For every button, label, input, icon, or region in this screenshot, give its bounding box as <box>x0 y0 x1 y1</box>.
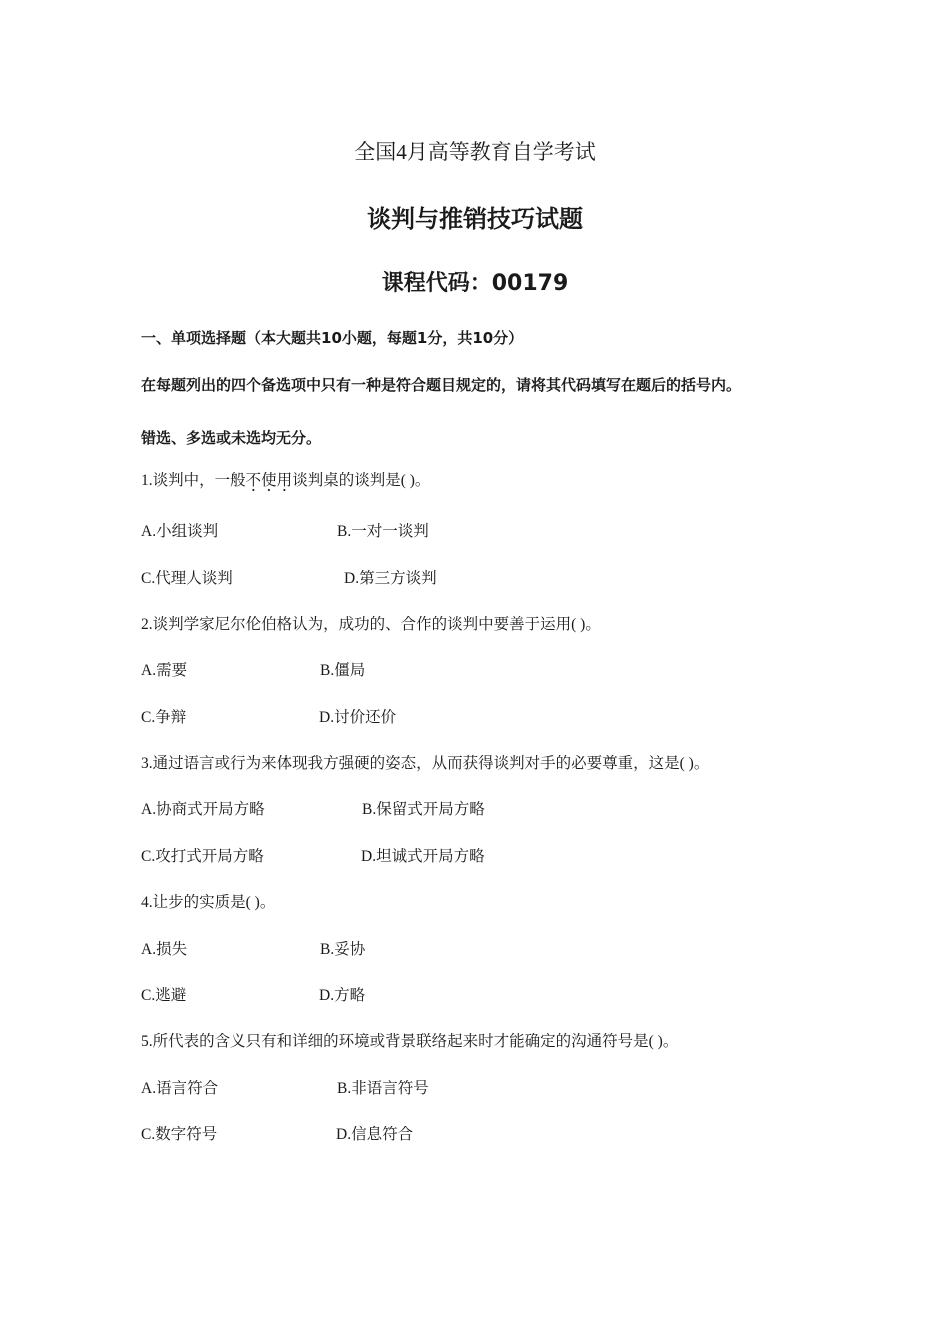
question-4-stem: 4.让步的实质是( )。 <box>141 894 276 911</box>
emphasis-char: 使 <box>261 472 277 489</box>
question-4-option-b: B.妥协 <box>320 941 366 958</box>
question-1-stem <box>141 473 430 489</box>
question-2-option-d: D.讨价还价 <box>319 709 397 726</box>
question-1-option-c: C.代理人谈判 <box>141 570 233 587</box>
question-1-option-d: D.第三方谈判 <box>344 570 437 587</box>
question-3-option-d: D.坦诚式开局方略 <box>361 848 485 865</box>
question-5-stem: 5.所代表的含义只有和详细的环境或背景联络起来时才能确定的沟通符号是( )。 <box>141 1033 679 1050</box>
question-3-option-b: B.保留式开局方略 <box>362 801 485 818</box>
emphasis-char: 用 <box>276 472 293 489</box>
subject-title: 谈判与推销技巧试题 <box>367 205 583 233</box>
question-3-option-a: A.协商式开局方略 <box>141 801 265 818</box>
course-code: 课程代码：00179 <box>381 271 569 296</box>
question-4-option-a: A.损失 <box>141 941 188 958</box>
question-1-stem-after: 谈判桌的谈判是( )。 <box>292 472 431 489</box>
question-1-option-b: B.一对一谈判 <box>337 523 429 540</box>
question-3-stem: 3.通过语言或行为来体现我方强硬的姿态，从而获得谈判对手的必要尊重，这是( )。 <box>141 755 710 772</box>
question-2-stem: 2.谈判学家尼尔伦伯格认为，成功的、合作的谈判中要善于运用( )。 <box>141 616 601 633</box>
question-2-option-a: A.需要 <box>141 662 188 679</box>
emphasis-char: 不 <box>245 472 262 489</box>
exam-title: 全国4月高等教育自学考试 <box>354 140 596 164</box>
question-1-option-a: A.小组谈判 <box>141 523 219 540</box>
question-5-option-d: D.信息符合 <box>336 1126 414 1143</box>
question-5-option-c: C.数字符号 <box>141 1126 218 1143</box>
question-4-option-c: C.逃避 <box>141 987 187 1004</box>
instruction-line-2: 错选、多选或未选均无分。 <box>141 429 322 447</box>
question-5-option-b: B.非语言符号 <box>337 1080 429 1097</box>
question-5-option-a: A.语言符合 <box>141 1080 219 1097</box>
question-4-option-d: D.方略 <box>319 987 366 1004</box>
question-2-option-c: C.争辩 <box>141 709 187 726</box>
question-3-option-c: C.攻打式开局方略 <box>141 848 264 865</box>
question-2-option-b: B.僵局 <box>320 662 366 679</box>
question-1-stem-before: 1.谈判中，一般 <box>141 472 246 489</box>
section-heading: 一、单项选择题（本大题共10小题，每题1分，共10分） <box>141 329 524 347</box>
instruction-line-1: 在每题列出的四个备选项中只有一种是符合题目规定的，请将其代码填写在题后的括号内。 <box>141 376 742 394</box>
